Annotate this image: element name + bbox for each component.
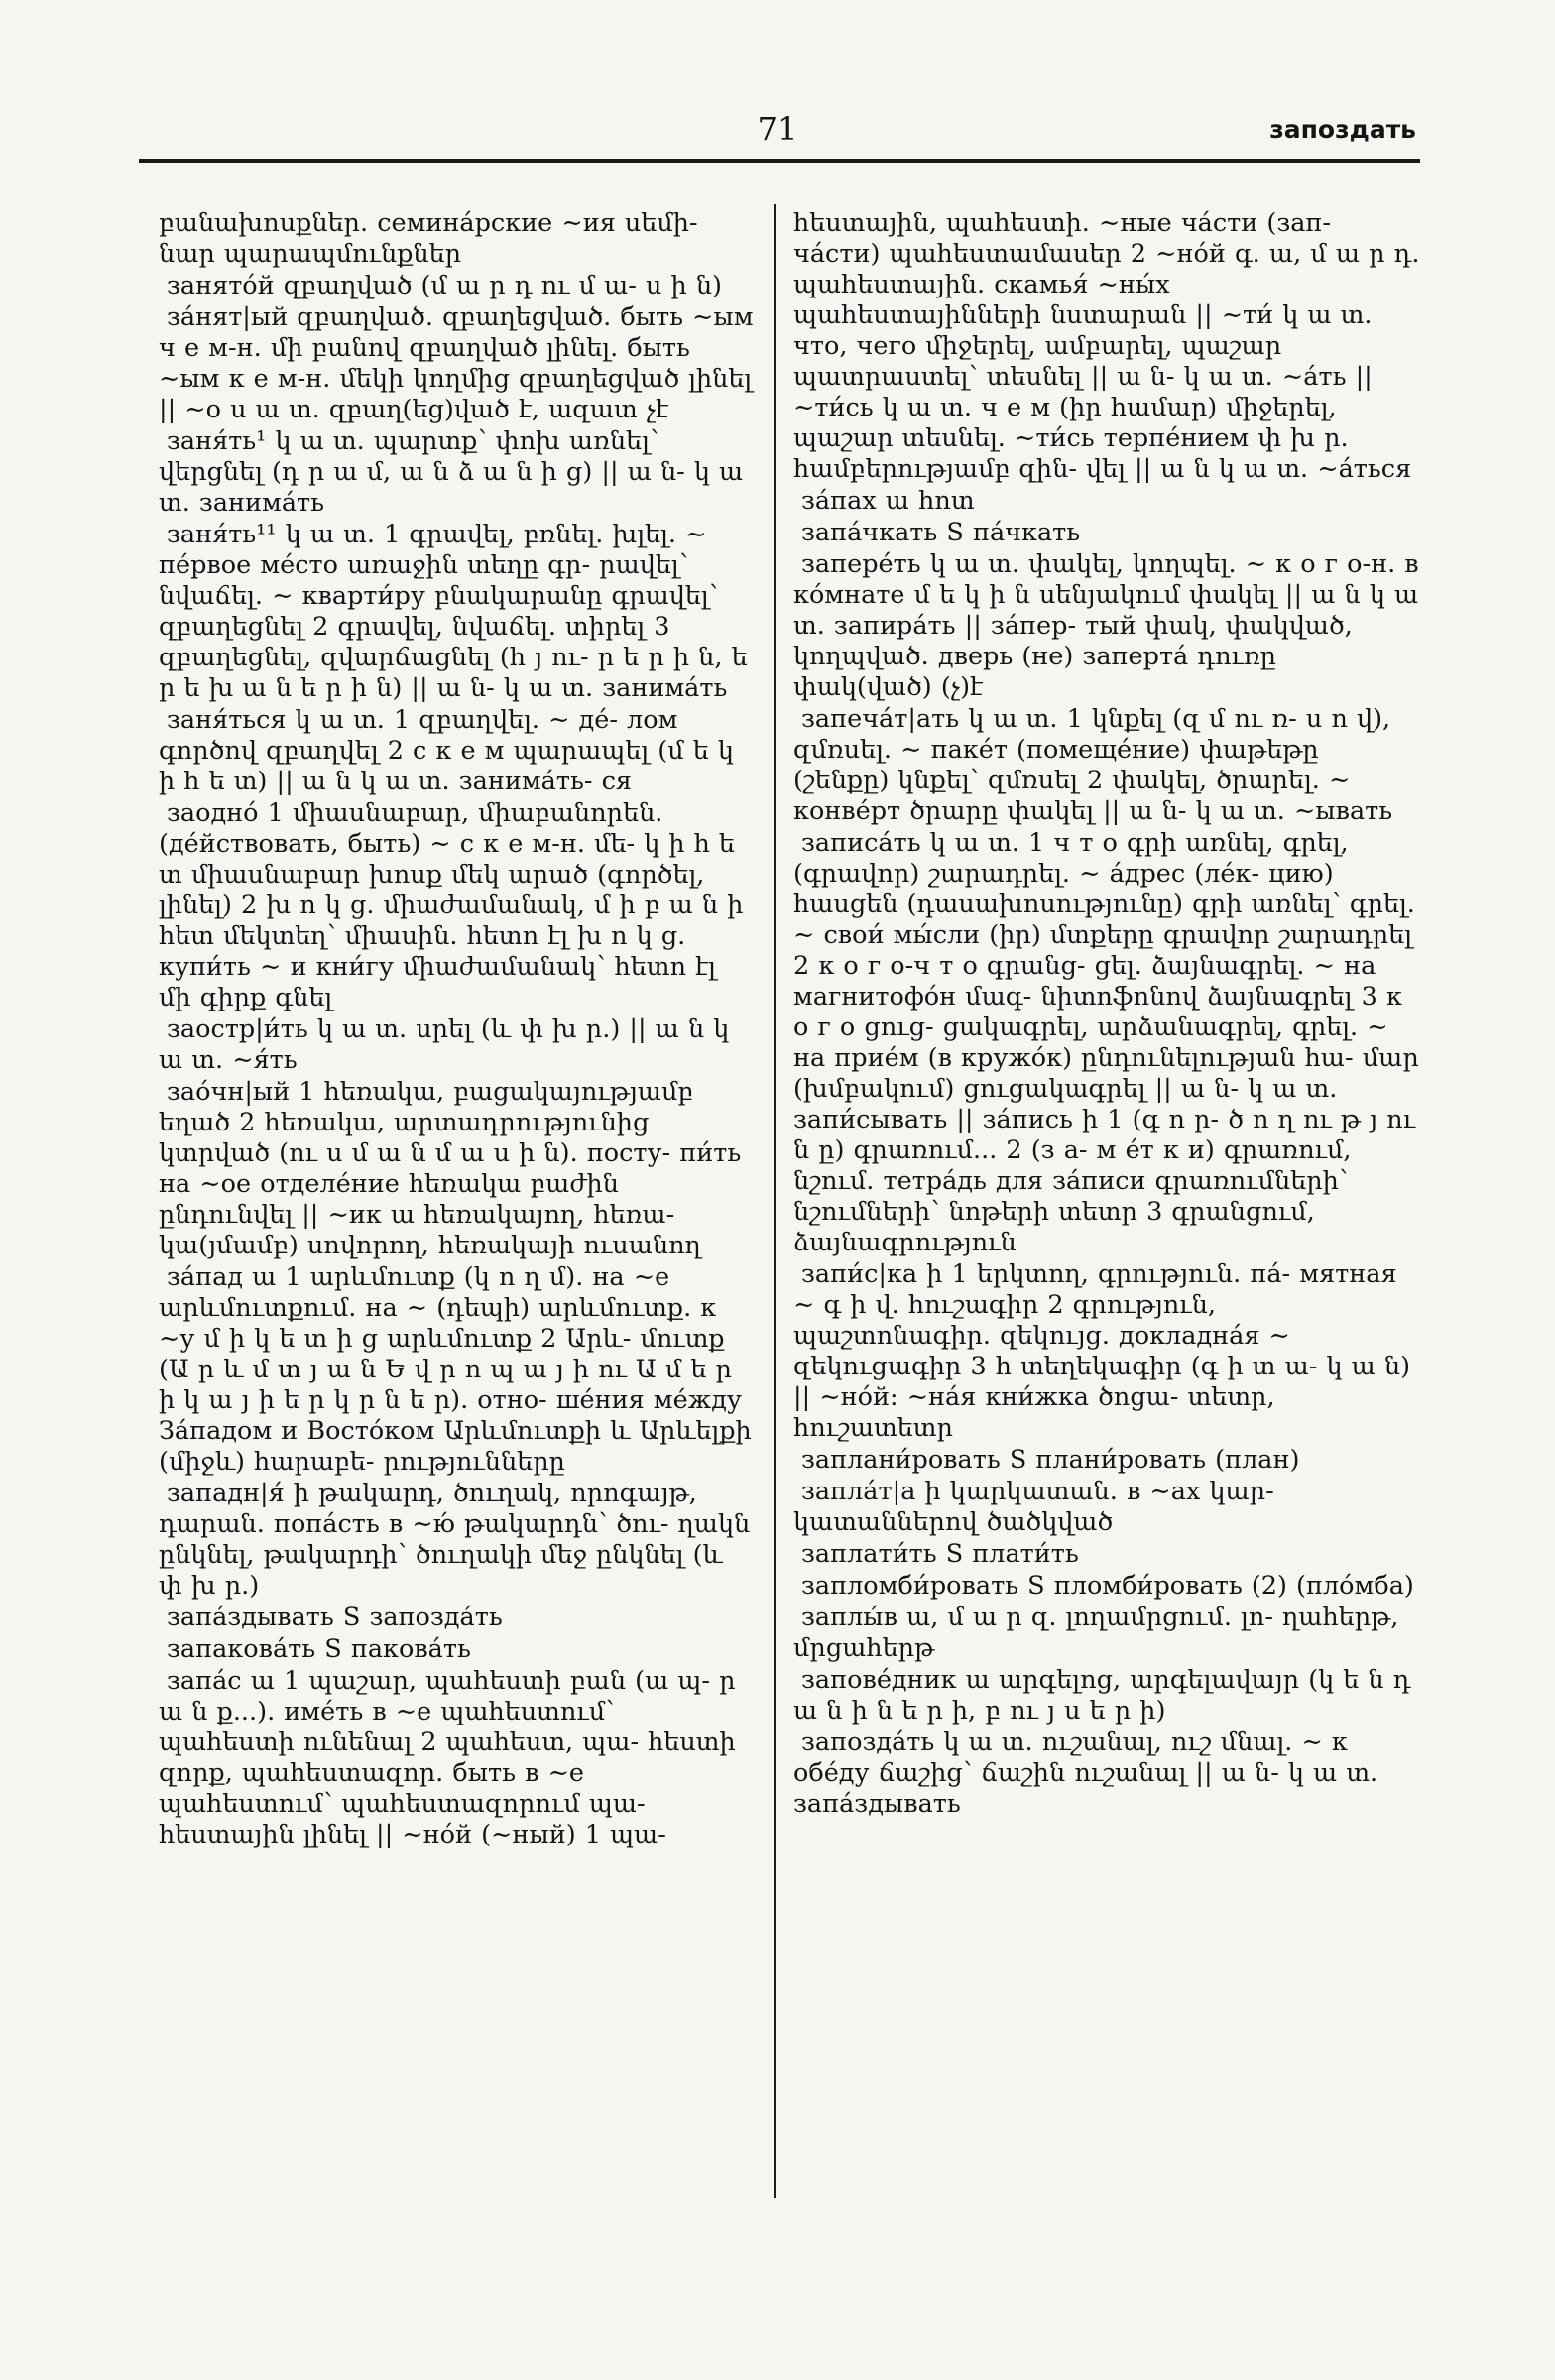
- dictionary-entry: за́нят|ый զբաղված. զբաղեցված. быть ∼ым ч е м-н. մի բանով զբաղված լինել. быть ∼ым к е м-н. մեկի կողմից զբաղեցված լինել || ∼о ս ա տ. զբաղ(եց)ված է, ազատ չէ: [159, 302, 754, 424]
- dictionary-entry: заодно́ 1 միասնաբար, միաբանորեն. (де́йствовать, быть) ∼ с к е м-н. մե- կ ի հ ե տ միասնաբար խոսք մեկ արած (գործել, լինել) 2 խ ո կ ց. միաժամանակ, մ ի բ ա ն ի հետ մեկտեղ՝ միասին. հետո էլ խ ո կ ց. купи́ть ∼ и кни́гу միաժամանակ՝ հետո էլ մի գիրք գնել: [159, 798, 744, 1012]
- dictionary-entry: заплани́ровать S плани́ровать (план): [801, 1445, 1300, 1475]
- header-rule: [139, 159, 1420, 163]
- dictionary-entry: заостр|и́ть կ ա տ. սրել (և փ խ ր.) || ա ն կ ա տ. ∼я́ть: [159, 1014, 730, 1075]
- left-column: [159, 208, 754, 1851]
- dictionary-entry: запла́т|а ի կարկատան. в ∼ах կար- կատաններով ծածկված: [793, 1477, 1274, 1537]
- dictionary-entry: запа́здывать S запозда́ть: [167, 1603, 503, 1632]
- dictionary-entry: запере́ть կ ա տ. փակել, կողպել. ∼ к о г о-н. в ко́мнате մ ե կ ի ն սենյակում փակել || ա ն կ ա տ. запира́ть || за́пер- тый փակ, փակված, կողպված. дверь (не) заперта́ դուռը փակ(ված) (չ)է: [793, 549, 1419, 702]
- dictionary-entry: запове́дник ա արգելոց, արգելավայր (կ ե ն դ ա ն ի ն ե ր ի, բ ու յ ս ե ր ի): [793, 1665, 1411, 1726]
- dictionary-entry: բանախոսքներ. семина́рские ∼ия սեմի- նար պարապմունքներ: [159, 208, 698, 269]
- dictionary-entry: за́пад ա 1 արևմուտք (կ ո ղ մ). на ∼е արևմուտքում. на ∼ (դեպի) արևմուտք. к ∼у մ ի կ ե տ ի ց արևմուտք 2 Արև- մուտք (Ա ր և մ տ յ ա ն Ե վ ր ո պ ա յ ի ու Ա մ ե ր ի կ ա յ ի ե ր կ ր ն ե ր). отно- ше́ния ме́жду За́падом и Восто́ком Արևմուտքի և Արևելքի (միջև) հարաբե- րությունները: [159, 1262, 752, 1477]
- column-rule: [774, 204, 776, 2198]
- dictionary-entry: заня́ть¹ կ ա տ. պարտք՝ փոխ առնել՝ վերցնել (դ ր ա մ, ա ն ձ ա ն ի ց) || ա ն- կ ա տ. занима́ть: [159, 426, 744, 518]
- dictionary-entry: занято́й զբաղված (մ ա ր դ ու մ ա- ս ի ն): [167, 271, 723, 300]
- dictionary-entry: запозда́ть կ ա տ. ուշանալ, ուշ մնալ. ∼ к обе́ду ճաշից՝ ճաշին ուշանալ || ա ն- կ ա տ. запа́здывать: [793, 1727, 1378, 1819]
- dictionary-entry: запи́с|ка ի 1 երկտող, գրություն. па́- мятная ∼ գ ի վ. հուշագիր 2 գրություն, պաշտոնագիր. զեկույց. докладна́я ∼ զեկուցագիր 3 հ տեղեկագիր (գ ի տ ա- կ ա ն) || ∼но́й: ∼на́я кни́жка ծոցա- տետր, հուշատետր: [793, 1259, 1411, 1443]
- dictionary-entry: запа́чкать S па́чкать: [801, 518, 1081, 547]
- dictionary-entry: западн|я́ ի թակարդ, ծուղակ, որոգայթ, դարան. попа́сть в ∼ю́ թակարդն՝ ծու- ղակն ընկնել, թակարդի՝ ծուղակի մեջ ընկնել (և փ խ ր.): [159, 1479, 751, 1601]
- dictionary-entry: заплы́в ա, մ ա ր զ. լողամրցում. լո- ղահերթ, մրցահերթ: [793, 1603, 1399, 1663]
- dictionary-entry: записа́ть կ ա տ. 1 ч т о գրի առնել, գրել, (գրավոր) շարադրել. ∼ а́дрес (ле́к- цию) հասցեն (դասախոսությունը) գրի առնել՝ գրել. ∼ свои́ мы́сли (իր) մտքերը գրավոր շարադրել 2 к о г о-ч т о գրանց- ցել. ձայնագրել. ∼ на магнитофо́н մագ- նիտոֆոնով ձայնագրել 3 к о г о ցուց- ցակագրել, արձանագրել, գրել. ∼ на прие́м (в кружо́к) ընդունելության հա- մար (խմբակում) ցուցակագրել || ա ն- կ ա տ. запи́сывать || за́пись ի 1 (գ ո ր- ծ ո ղ ու թ յ ու ն ը) գրառում... 2 (з а- м е́т к и) գրառում, նշում. тетра́дь для за́писи գրառումների՝ նշումների՝ նոթերի տետր 3 գրանցում, ձայնագրություն: [793, 828, 1419, 1257]
- page-number: 71: [757, 110, 798, 148]
- dictionary-entry: запа́с ա 1 պաշար, պահեստի բան (ա պ- ր ա ն ք...). име́ть в ∼е պահեստում՝ պահեստի ունենալ 2 պահեստ, պա- հեստի զորք, պահեստազոր. быть в ∼е պահեստում՝ պահեստազորում պա- հեստային լինել || ∼но́й (∼ный) 1 պա-: [159, 1666, 736, 1849]
- dictionary-entry: հեստային, պահեստի. ∼ные ча́сти (зап- ча́сти) պահեստամասեր 2 ∼но́й գ. ա, մ ա ր դ. պահեստային. скамья́ ∼ны́х պահեստայինների նստարան || ∼ти́ կ ա տ. что, чего միջերել, ամբարել, պաշար պատրաստել՝ տեսնել || ա ն- կ ա տ. ∼а́ть || ∼ти́сь կ ա տ. ч е м (իր համար) միջերել, պաշար տեսնել. ∼ти́сь терпе́нием փ խ ր. համբերությամբ զին- վել || ա ն կ ա տ. ∼а́ться: [793, 208, 1420, 484]
- dictionary-entry: заплати́ть S плати́ть: [801, 1539, 1079, 1569]
- dictionary-entry: запломби́ровать S пломби́ровать (2) (пло́мба): [801, 1571, 1414, 1601]
- dictionary-entry: запеча́т|ать կ ա տ. 1 կնքել (զ մ ու ռ- ս ո վ), զմռսել. ∼ паке́т (помеще́ние) փաթեթը (շենքը) կնքել՝ զմռսել 2 փակել, ծրարել. ∼ конве́рт ծրարը փակել || ա ն- կ ա տ. ∼ывать: [793, 704, 1393, 826]
- running-head: запоздать: [1269, 115, 1416, 144]
- right-column: [793, 208, 1422, 1821]
- dictionary-entry: за́пах ա հոտ: [801, 486, 975, 516]
- dictionary-entry: запакова́ть S пакова́ть: [167, 1634, 471, 1664]
- dictionary-entry: заня́ть¹¹ կ ա տ. 1 գրավել, բռնել. խլել. ∼ пе́рвое ме́сто առաջին տեղը գր- րավել՝ նվաճել. ∼ кварти́ру բնակարանը գրավել՝ զբաղեցնել 2 գրավել, նվաճել. տիրել 3 զբաղեցնել, զվարճացնել (հ յ ու- ր ե ր ի ն, ե ր ե խ ա ն ե ր ի ն) || ա ն- կ ա տ. занима́ть: [159, 520, 748, 703]
- dictionary-entry: зао́чн|ый 1 հեռակա, բացակայությամբ եղած 2 հեռակա, արտադրությունից կտրված (ու ս մ ա ն մ ա ս ի ն). посту- пи́ть на ∼ое отделе́ние հեռակա բաժին ընդունվել || ∼ик ա հեռակայող, հեռա- կա(յմամբ) սովորող, հեռակայի ուսանող: [159, 1077, 742, 1260]
- dictionary-entry: заня́ться կ ա տ. 1 զբաղվել. ∼ де́- лом գործով զբաղվել 2 с к е м պարապել (մ ե կ ի հ ե տ) || ա ն կ ա տ. занима́ть- ся: [159, 705, 734, 796]
